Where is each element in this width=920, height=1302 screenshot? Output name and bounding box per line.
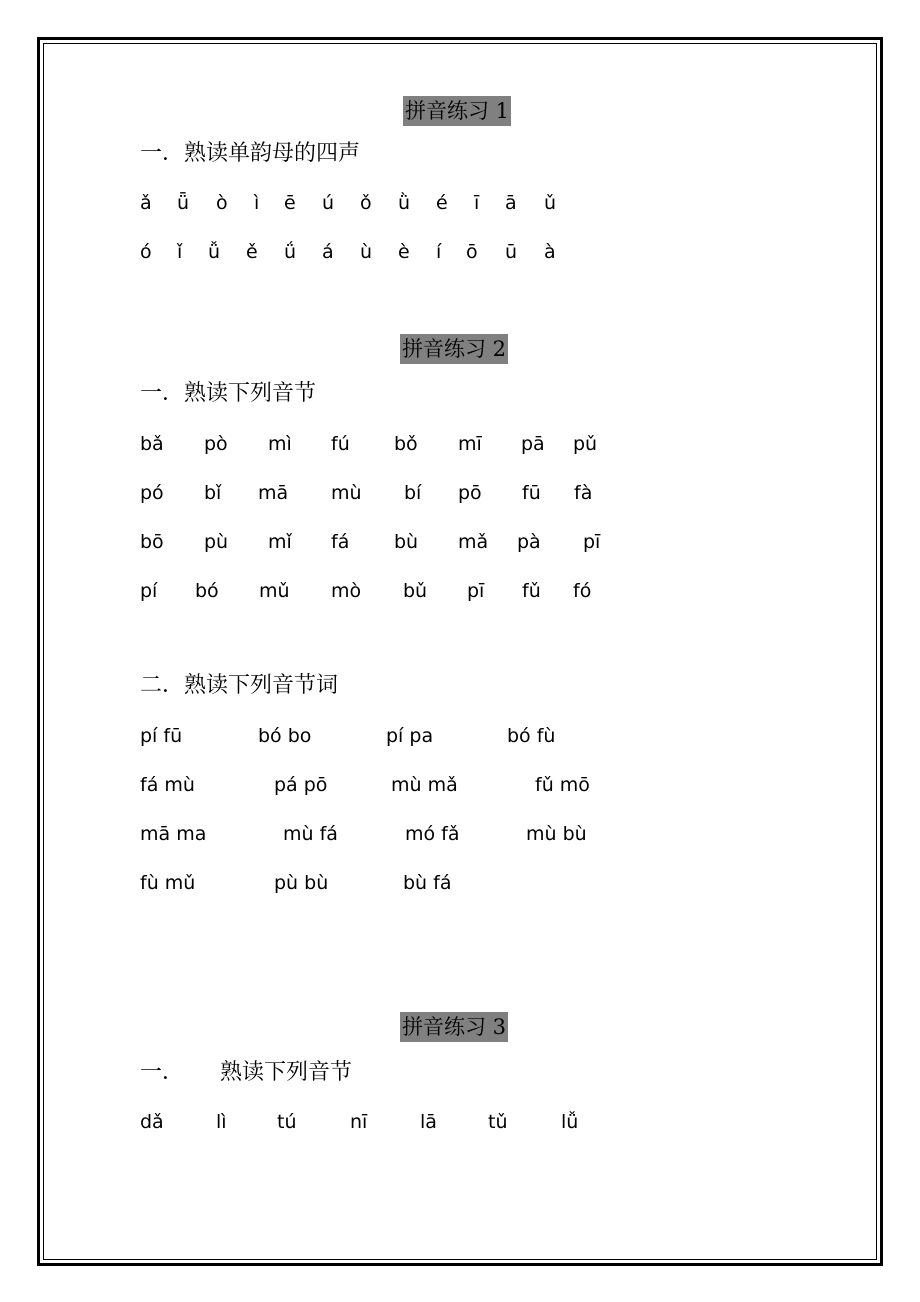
syllable: pí (140, 580, 158, 602)
syllable: pó (140, 482, 164, 504)
syllable: pī (583, 531, 601, 553)
word: mó fǎ (405, 823, 460, 845)
word: pí fū (140, 725, 183, 747)
syllable: pà (517, 531, 541, 553)
syllable: lǚ (561, 1111, 579, 1133)
word: mù mǎ (391, 774, 458, 796)
syllable: pī (467, 580, 485, 602)
syllable: bǎ (140, 433, 164, 455)
syllable: ō (466, 241, 478, 263)
vowel-row-2 (0, 238, 920, 266)
syllable: lā (420, 1111, 437, 1133)
word: mù fá (283, 823, 338, 845)
section-3-heading (140, 1058, 352, 1088)
syllable: ē (284, 192, 296, 214)
syllable: ǔ (544, 192, 557, 214)
syllable: í (436, 241, 442, 263)
syllable: fà (574, 482, 593, 504)
syllable: fǔ (522, 580, 541, 602)
syllable: mì (268, 433, 292, 455)
syllable: ǜ (398, 192, 411, 214)
word: bó bo (258, 725, 312, 747)
section-title-3: 拼音练习 3 (400, 1012, 508, 1042)
section-1-heading: 一．熟读单韵母的四声 (140, 141, 361, 166)
syllable: pō (458, 482, 482, 504)
vowel-row-1 (0, 189, 920, 217)
section-title-2: 拼音练习 2 (400, 334, 508, 364)
syllable: bó (195, 580, 219, 602)
syllable-row-3 (0, 528, 920, 556)
syllable: ǐ (177, 241, 183, 263)
syllable: ó (140, 241, 152, 263)
syllable: mǎ (458, 531, 489, 553)
syllable: pǔ (573, 433, 598, 455)
syllable: tú (277, 1111, 297, 1133)
word-row-3 (0, 820, 920, 848)
syllable: mù (331, 482, 362, 504)
word: fǔ mō (535, 774, 590, 796)
syllable: ā (505, 192, 517, 214)
word: fá mù (140, 774, 195, 796)
syllable: dǎ (140, 1111, 164, 1133)
syllable-row-1 (0, 430, 920, 458)
syllable: fó (573, 580, 592, 602)
syllable: à (544, 241, 556, 263)
syllable: mǔ (259, 580, 290, 602)
syllable: ū (505, 241, 518, 263)
syllable: ǒ (360, 192, 372, 214)
word: pù bù (274, 872, 329, 894)
syllable: fū (522, 482, 541, 504)
word-row-4 (0, 869, 920, 897)
syllable: fú (331, 433, 350, 455)
syllable: pò (204, 433, 228, 455)
word: pá pō (274, 774, 328, 796)
syllable-row-5 (0, 1108, 920, 1136)
word: mù bù (526, 823, 587, 845)
syllable: mǐ (268, 531, 292, 553)
syllable-row-2 (0, 479, 920, 507)
syllable: ǘ (284, 241, 297, 263)
syllable: bǔ (403, 580, 428, 602)
syllable: bù (394, 531, 419, 553)
word-row-1 (0, 722, 920, 750)
syllable: ě (246, 241, 258, 263)
section-title-1: 拼音练习 1 (403, 96, 511, 126)
syllable: mī (458, 433, 482, 455)
section-2-heading-1: 一．熟读下列音节 (140, 381, 317, 406)
word: bó fù (507, 725, 556, 747)
syllable: lì (216, 1111, 227, 1133)
syllable: ī (474, 192, 480, 214)
syllable: ú (322, 192, 335, 214)
section-2-heading-2: 二．熟读下列音节词 (140, 673, 339, 698)
syllable: fá (331, 531, 350, 553)
word: mā ma (140, 823, 207, 845)
heading-text: 熟读下列音节 (220, 1060, 353, 1085)
syllable-row-4 (0, 577, 920, 605)
syllable: ǖ (177, 192, 190, 214)
syllable: bǐ (204, 482, 222, 504)
syllable: á (322, 241, 334, 263)
word: pí pa (386, 725, 434, 747)
syllable: ò (216, 192, 228, 214)
syllable: mā (258, 482, 289, 504)
word-row-2 (0, 771, 920, 799)
syllable: pā (521, 433, 545, 455)
syllable: tǔ (488, 1111, 508, 1133)
syllable: mò (331, 580, 362, 602)
syllable: bí (404, 482, 422, 504)
syllable: ǎ (140, 192, 152, 214)
syllable: pù (204, 531, 229, 553)
syllable: ù (360, 241, 373, 263)
syllable: ǚ (208, 241, 221, 263)
syllable: è (398, 241, 410, 263)
word: fù mǔ (140, 872, 196, 894)
heading-number: 一． (140, 1060, 185, 1085)
syllable: nī (350, 1111, 368, 1133)
syllable: é (436, 192, 448, 214)
syllable: bō (140, 531, 164, 553)
word: bù fá (403, 872, 452, 894)
syllable: bǒ (394, 433, 418, 455)
syllable: ì (254, 192, 260, 214)
